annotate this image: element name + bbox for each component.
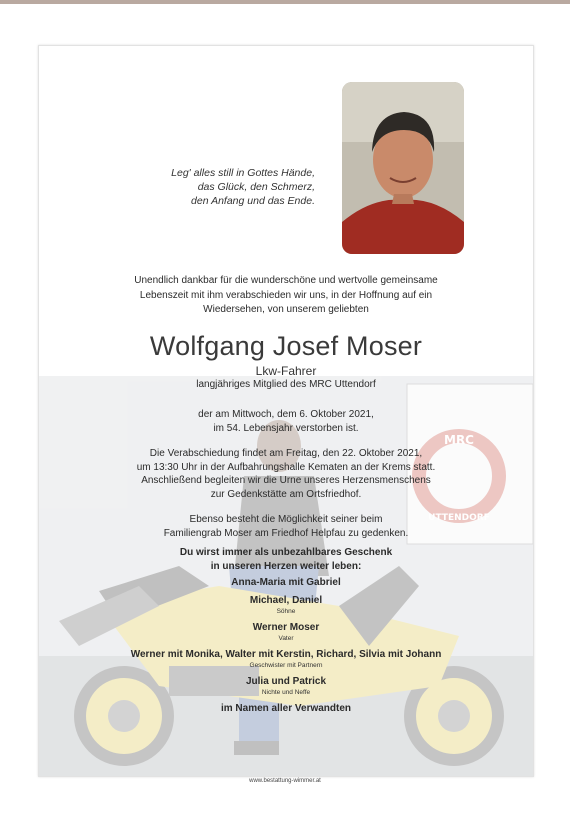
mourner-name: Julia und Patrick: [245, 676, 327, 687]
mourners-list: [39, 576, 533, 720]
farewell-line: zur Gedenkstätte am Ortsfriedhof.: [210, 488, 362, 500]
farewell-line: Die Verabschiedung findet am Freitag, den 22. Oktober 2021,: [149, 448, 423, 459]
obituary-card: [38, 45, 534, 777]
intro-line: Unendlich dankbar für die wunderschöne und wertvolle gemeinsame: [134, 275, 438, 286]
mourner-entry: [39, 594, 533, 616]
mourner-entry: [39, 621, 533, 643]
portrait-image: [342, 82, 464, 254]
intro-text: [39, 274, 533, 318]
grave-line: Familiengrab Moser am Friedhof Helpfau zu gedenken.: [163, 527, 409, 539]
death-line: im 54. Lebensjahr verstorben ist.: [213, 422, 359, 434]
farewell-line: Anschließend begleiten wir die Urne unseres Herzensmenschens: [141, 475, 431, 486]
remembrance-line: in unseren Herzen weiter leben:: [210, 560, 362, 572]
remembrance-text: [39, 546, 533, 573]
death-notice: [39, 408, 533, 435]
verse: [135, 166, 315, 208]
farewell-info: [39, 447, 533, 501]
intro-line: Lebenszeit mit ihm verabschieden wir uns, in der Hoffnung auf ein: [139, 289, 433, 301]
footer-url[interactable]: www.bestattung-wimmer.at: [249, 778, 321, 784]
intro-line: Wiedersehen, von unserem geliebten: [203, 304, 369, 315]
mourner-relation: Söhne: [276, 608, 296, 615]
verse-line: den Anfang und das Ende.: [191, 195, 315, 207]
deceased-name: Wolfgang Josef Moser: [149, 331, 423, 361]
occupation: Lkw-Fahrer: [255, 364, 317, 378]
grave-info: [39, 513, 533, 540]
mourner-name: Anna-Maria mit Gabriel: [231, 577, 341, 588]
farewell-line: um 13:30 Uhr in der Aufbahrungshalle Kematen an der Krems statt.: [136, 461, 436, 473]
top-divider: [0, 0, 570, 4]
mourner-name: im Namen aller Verwandten: [220, 703, 352, 714]
mourner-entry: [39, 675, 533, 697]
remembrance-line: Du wirst immer als unbezahlbares Geschenk: [179, 547, 393, 558]
mourner-relation: Vater: [278, 635, 294, 642]
mourner-relation: Nichte und Neffe: [261, 689, 311, 696]
sign-uttendorf-text: UTTENDORF: [428, 513, 490, 523]
grave-line: Ebenso besteht die Möglichkeit seiner beim: [189, 514, 383, 525]
mourner-name: Michael, Daniel: [249, 595, 323, 606]
sign-mrc-text: MRC: [444, 433, 474, 447]
membership: langjähriges Mitglied des MRC Uttendorf: [196, 379, 376, 390]
portrait-photo: [342, 82, 464, 254]
verse-line: das Glück, den Schmerz,: [197, 181, 315, 193]
mourner-entry: [39, 648, 533, 670]
verse-line: Leg' alles still in Gottes Hände,: [171, 167, 315, 179]
death-line: der am Mittwoch, dem 6. Oktober 2021,: [198, 409, 374, 420]
mourner-entry: [39, 702, 533, 715]
mourner-relation: Geschwister mit Partnern: [249, 662, 323, 669]
mourner-name: Werner Moser: [252, 622, 320, 633]
mourner-name: Werner mit Monika, Walter mit Kerstin, Richard, Silvia mit Johann: [130, 649, 442, 660]
mourner-entry: [39, 576, 533, 589]
